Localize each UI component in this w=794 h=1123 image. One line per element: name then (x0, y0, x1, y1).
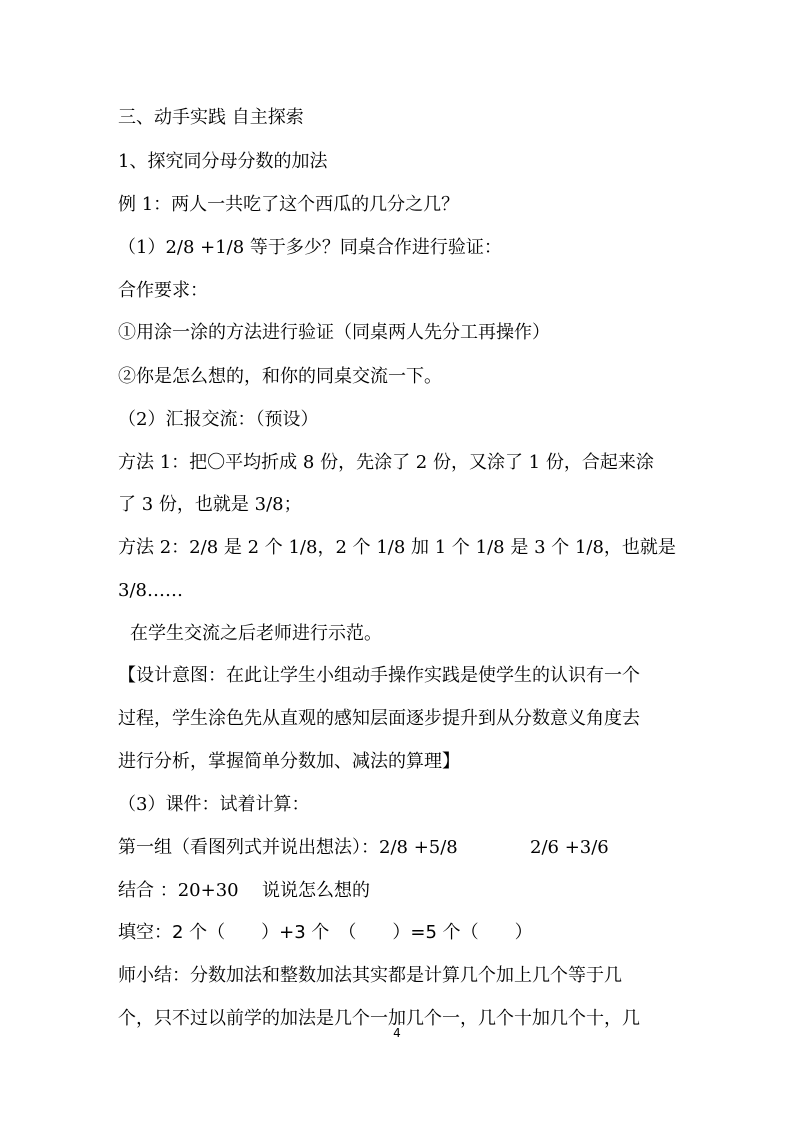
text-line: （3）课件：试着计算： (118, 794, 310, 815)
page-number: 4 (393, 1026, 401, 1040)
text-line: 了 3 份，也就是 3/8； (118, 494, 302, 515)
text-line: 合作要求： (118, 280, 208, 301)
list-item: ①用涂一涂的方法进行验证（同桌两人先分工再操作） (118, 322, 550, 343)
text-line: 3/8…… (118, 580, 183, 601)
teacher-summary: 个，只不过以前学的加法是几个一加几个一，几个十加几个十，几 (118, 1008, 640, 1029)
text-line: 方法 2：2/8 是 2 个 1/8，2 个 1/8 加 1 个 1/8 是 3 个 1/8，也就是 (118, 537, 676, 558)
list-item: ②你是怎么想的，和你的同桌交流一下。 (118, 366, 442, 387)
design-note: 过程，学生涂色先从直观的感知层面逐步提升到从分数意义角度去 (118, 708, 640, 729)
design-note: 【设计意图：在此让学生小组动手操作实践是使学生的认识有一个 (118, 665, 640, 686)
text-line: 2/6 +3/6 (530, 837, 609, 858)
text-line: （1）2/8 +1/8 等于多少？同桌合作进行验证： (118, 237, 502, 258)
text-line: （2）汇报交流：（预设） (118, 409, 319, 430)
section-heading: 三、动手实践 自主探索 (118, 107, 304, 128)
text-line: 在学生交流之后老师进行示范。 (130, 623, 382, 644)
text-line: 方法 1：把〇平均折成 8 份，先涂了 2 份，又涂了 1 份，合起来涂 (118, 452, 654, 473)
example-question: 例 1：两人一共吃了这个西瓜的几分之几？ (118, 194, 460, 215)
fill-blank-line: 填空：2 个（ ）+3 个 （ ）=5 个（ ） (118, 922, 533, 943)
text-line: 结合 ：20+30 (118, 880, 239, 901)
design-note: 进行分析，掌握简单分数加、减法的算理】 (118, 751, 460, 772)
text-line: 第一组（看图列式并说出想法）：2/8 +5/8 (118, 837, 458, 858)
text-line: 说说怎么想的 (262, 880, 370, 901)
subsection-heading: 1、探究同分母分数的加法 (118, 151, 328, 172)
teacher-summary: 师小结：分数加法和整数加法其实都是计算几个加上几个等于几 (118, 965, 622, 986)
